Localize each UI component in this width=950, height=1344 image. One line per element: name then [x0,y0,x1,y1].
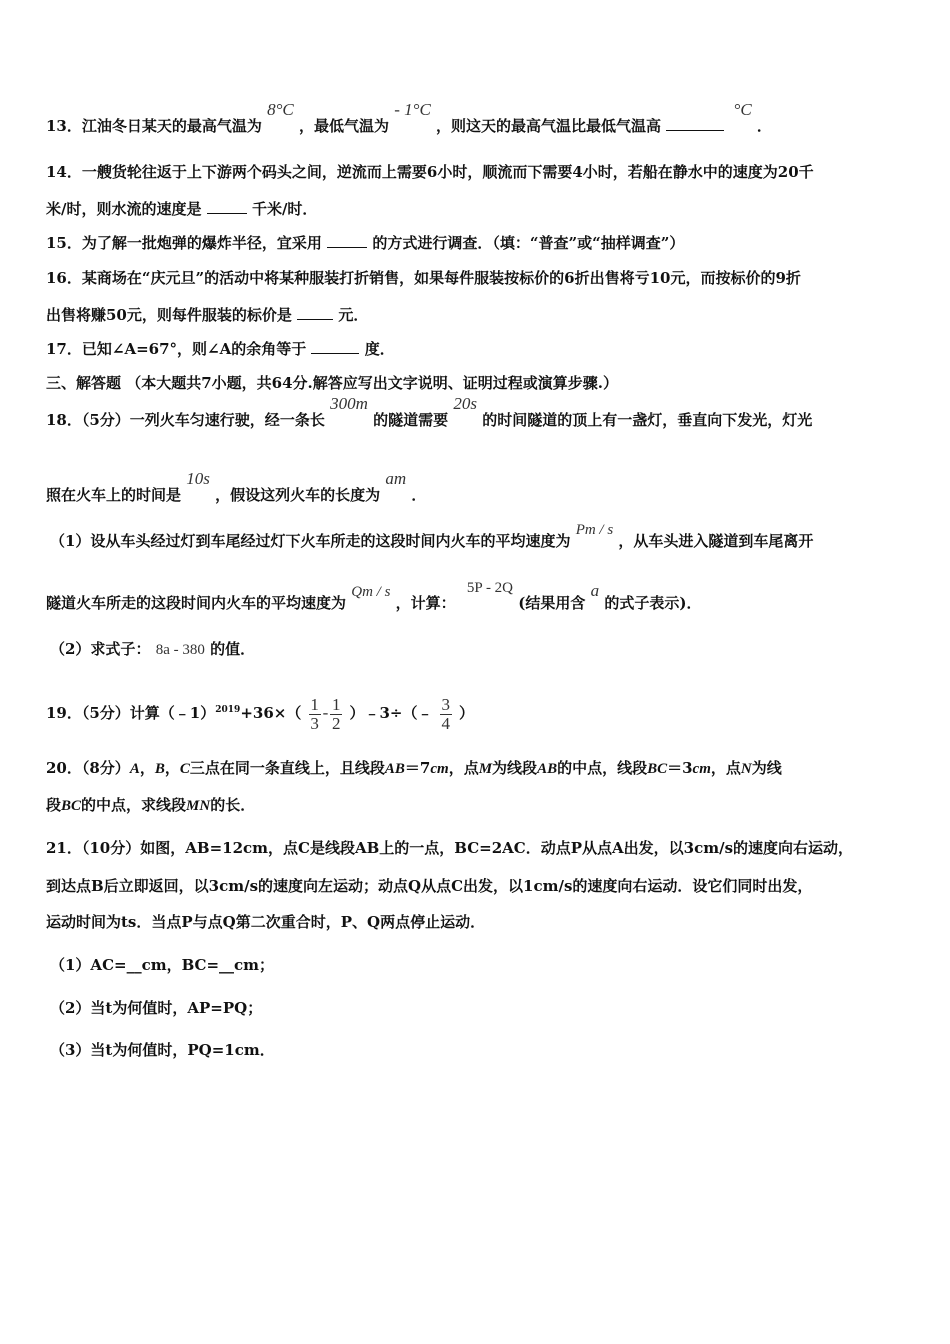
q18-p1-speed-q: Qm / s [351,584,391,600]
q20-ab-value: ＝7 [404,759,431,777]
question-20-line2 [46,795,255,816]
q18-text-6: ． [411,486,427,504]
q21-text-2: 到达点B后立即返回，以3cm/s的速度向左运动；动点Q从点C出发，以1cm/s的速度向右运动．设它们同时出发， [46,877,813,895]
question-21-part2 [50,998,262,1018]
q19-exponent: 2019 [215,705,241,715]
q19-f1-denominator: 3 [310,713,319,733]
q20-segment-bc: BC [647,761,668,777]
q19-minus: - [322,703,329,722]
question-20-line1 [46,758,782,779]
q19-text-3: ）﹣3÷（﹣ [349,704,433,722]
q20-point-c: C [179,761,190,777]
q18-p1-text-3: 隧道火车所走的这段时间内火车的平均速度为 [46,594,347,612]
question-14-line1 [46,162,814,182]
q14-answer-blank[interactable] [207,199,247,214]
q14-text-3: 千米/时． [251,200,318,218]
section-3-text: 三、解答题 （本大题共7小题，共64分.解答应写出文字说明、证明过程或演算步骤.） [46,374,618,392]
q16-text: 16．某商场在“庆元旦”的活动中将某种服装打折销售，如果每件服装按标价的6折出售将亏10元，而按标价的9折 [46,269,801,287]
q19-f3-denominator: 4 [441,713,450,733]
question-18-part1-line1 [50,522,814,552]
question-21-part1 [50,955,274,975]
q17-text: 17．已知∠A=67°，则∠A的余角等于 [46,340,307,358]
q20-text-8: 段 [46,796,62,814]
q18-p2-text: （2）求式子： [50,640,151,658]
question-13 [46,100,772,136]
q15-text-2: 的方式进行调查．（填：“普查”或“抽样调查”） [372,234,685,252]
question-17 [46,339,395,359]
q16-text-2: 出售将赚50元，则每件服装的标价是 [46,306,292,324]
question-21-line3 [46,912,485,932]
q18-text-4: 照在火车上的时间是 [46,486,182,504]
q18-tunnel-length: 300m [330,394,368,413]
q19-f2-denominator: 2 [331,713,341,733]
q20-segment-mn: MN [186,798,211,814]
q18-p2-text-2: 的值． [210,640,256,658]
q13-text-suffix: ，则这天的最高气温比最低气温高 [436,117,662,135]
q18-p2-expression: 8a - 380 [155,642,205,658]
q18-p1-variable-a: a [590,581,600,600]
q20-text-9: 的中点，求线段 [81,796,187,814]
q19-fraction-3 [440,696,452,733]
q19-text-2: +36×（ [240,704,302,722]
q17-text-2: 度． [364,340,395,358]
q21-p3-text: （3）当t为何值时，PQ=1cm． [50,1041,275,1059]
q19-f1-numerator: 1 [310,694,319,714]
q20-bc-value: ＝3 [667,759,693,777]
section-3-heading [46,373,618,393]
q20-unit-cm-2: cm [692,761,711,777]
q20-text-7: 为线 [751,759,782,777]
question-21-line2 [46,876,812,896]
q20-segment-ab: AB [384,761,405,777]
q20-text-3: ，点 [448,759,479,777]
q19-fraction-1 [309,696,321,733]
q20-text: 20．（8分） [46,759,130,777]
q20-point-n: N [740,761,752,777]
q15-answer-blank[interactable] [327,233,367,248]
question-16-line2 [46,305,368,325]
question-15 [46,233,684,253]
q20-unit-cm: cm [430,761,449,777]
q13-low-temp: - 1°C [394,100,431,119]
q13-end: ． [756,117,772,135]
q20-point-m: M [478,761,493,777]
q14-text: 14．一艘货轮往返于上下游两个码头之间，逆流而上需要6小时，顺流而下需要4小时，若船在静水中的速度为20千 [46,163,814,181]
q20-comma-1: ， [139,759,155,777]
q18-light-time: 10s [186,469,210,488]
q18-tunnel-time: 20s [453,394,477,413]
q21-text-3: 运动时间为ts．当点P与点Q第二次重合时，P、Q两点停止运动． [46,913,486,931]
q13-text-mid: ，最低气温为 [299,117,390,135]
question-18-line1 [46,394,813,430]
question-14-line2 [46,199,317,219]
q21-text: 21．（10分）如图，AB=12cm，点C是线段AB上的一点，BC=2AC．动点P从点A出发，以3cm/s的速度向右运动， [46,839,854,857]
q18-p1-text-2: ，从车头进入隧道到车尾离开 [618,532,814,550]
q19-f3-numerator: 3 [441,694,450,714]
q18-p1-expression: 5P - 2Q [466,580,514,596]
q18-p1-speed-p: Pm / s [575,522,614,538]
q19-f2-numerator: 1 [331,694,341,714]
q18-text: 18．（5分）一列火车匀速行驶，经一条长 [46,411,325,429]
q20-point-a: A [129,761,140,777]
q18-train-length: am [385,469,407,488]
question-18-part1-line2 [46,580,702,614]
q19-fraction-2 [330,696,342,733]
q20-text-4: 为线段 [492,759,538,777]
q19-text: 19．（5分）计算（﹣1） [46,704,216,722]
q20-segment-ab-2: AB [537,761,558,777]
q15-text: 15．为了解一批炮弹的爆炸半径，宜采用 [46,234,322,252]
q19-text-4: ） [458,704,474,722]
q20-text-2: 三点在同一条直线上，且线段 [189,759,385,777]
q13-text: 13．江油冬日某天的最高气温为 [46,117,262,135]
q21-p1-text: （1）AC=__cm，BC=__cm； [50,956,275,974]
question-18-part2 [50,639,255,660]
q13-high-temp: 8°C [267,100,294,119]
q18-text-5: ，假设这列火车的长度为 [215,486,381,504]
q18-p1-text: （1）设从车头经过灯到车尾经过灯下火车所走的这段时间内火车的平均速度为 [50,532,571,550]
q16-answer-blank[interactable] [297,305,333,320]
q20-text-5: 的中点，线段 [557,759,648,777]
question-19 [46,690,474,733]
q18-p1-text-4: ，计算： [395,594,456,612]
q21-p2-text: （2）当t为何值时，AP=PQ； [50,999,263,1017]
q20-comma-2: ， [164,759,180,777]
q18-p1-text-5: (结果用含 [518,594,586,612]
q20-text-6: ，点 [710,759,741,777]
q13-answer-blank[interactable] [666,116,724,131]
q20-text-10: 的长． [210,796,256,814]
q17-answer-blank[interactable] [311,339,359,354]
q18-p1-text-6: 的式子表示)． [604,594,702,612]
question-21-part3 [50,1040,275,1060]
q14-text-2: 米/时，则水流的速度是 [46,200,202,218]
q16-text-3: 元． [338,306,369,324]
q18-text-2: 的隧道需要 [373,411,449,429]
q20-point-b: B [154,761,165,777]
q18-text-3: 的时间隧道的顶上有一盏灯，垂直向下发光，灯光 [482,411,813,429]
q20-segment-bc-2: BC [61,798,82,814]
q13-unit: °C [733,100,752,119]
question-18-line2 [46,469,427,505]
question-21-line1 [46,838,853,858]
question-16-line1 [46,268,801,288]
